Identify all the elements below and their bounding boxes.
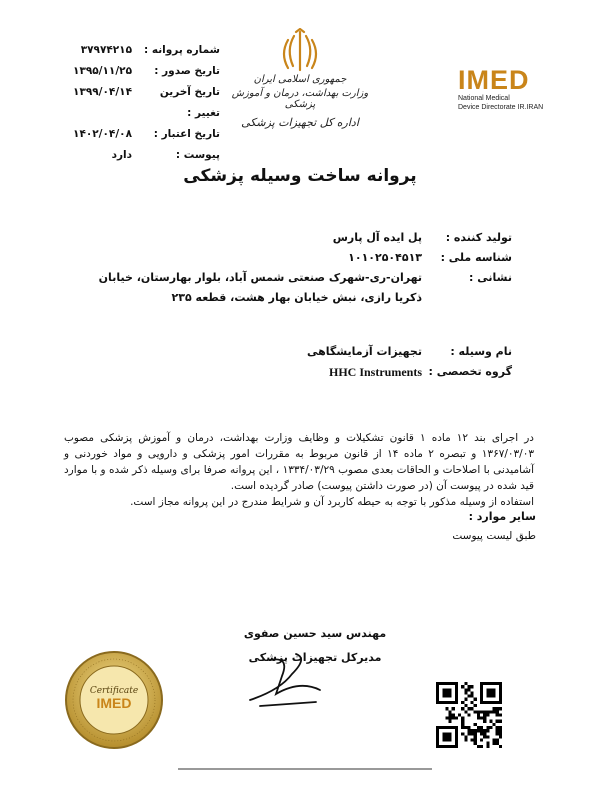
signer-role: مدیرکل تجهیزات پزشکی: [248, 651, 382, 664]
national-id-value: ۱۰۱۰۲۵۰۴۵۱۳: [348, 251, 422, 264]
signer-name: مهندس سید حسین صفوی: [243, 627, 387, 640]
meta-last-change: [20, 82, 220, 124]
field-device: [72, 342, 512, 362]
imed-logo-word: IMED: [458, 65, 530, 95]
group-value: HHC Instruments: [328, 365, 422, 379]
iran-emblem-icon: [278, 28, 322, 74]
meta-license-no: [20, 40, 220, 61]
license-meta: [20, 40, 220, 166]
qr-code-icon: [436, 682, 502, 748]
meta-issue-date: [20, 61, 220, 82]
other-items-label: سایر موارد :: [468, 510, 536, 523]
field-national-id: [72, 248, 512, 268]
field-address: [72, 268, 512, 308]
imed-logo-sub-2: Device Directorate IR.IRAN: [458, 104, 544, 111]
producer-value: پل ایده آل پارس: [332, 231, 422, 244]
attachment-value: دارد: [111, 149, 132, 161]
validity-value: ۱۴۰۲/۰۴/۰۸: [73, 128, 132, 140]
footer-divider: [178, 768, 432, 770]
issue-date-label: تاریخ صدور :: [154, 65, 220, 77]
group-label: گروه تخصصی :: [428, 365, 512, 378]
producer-label: تولید کننده :: [445, 231, 512, 244]
ministry-line-3: اداره کل تجهیزات پزشکی: [241, 116, 359, 129]
license-body: [64, 430, 534, 510]
device-label: نام وسیله :: [450, 345, 512, 358]
signature-icon: [230, 650, 340, 710]
imed-certificate-seal-icon: [64, 650, 164, 750]
imed-logo-sub-1: National Medical: [458, 95, 510, 102]
national-id-label: شناسه ملی :: [440, 251, 512, 264]
ministry-header: [230, 74, 370, 129]
address-value: تهران-ری-شهرک صنعتی شمس آباد، بلوار بهارستان، خیابان ذکریا رازی، نبش خیابان بهار هشت، قطعه ۲۳۵: [98, 271, 422, 304]
attachment-label: پیوست :: [175, 149, 220, 161]
last-change-value: ۱۳۹۹/۰۴/۱۴: [73, 86, 132, 98]
ministry-line-2: وزارت بهداشت، درمان و آموزش پزشکی: [231, 88, 369, 110]
body-line-2: استفاده از وسیله مذکور با توجه به حیطه کاربرد آن و شرایط مندرج در این پروانه مجاز است.: [130, 496, 534, 508]
meta-validity: [20, 124, 220, 145]
license-no-value: ۳۷۹۷۴۲۱۵: [80, 44, 132, 56]
imed-logo: [458, 66, 574, 112]
last-change-label: تاریخ آخرین تغییر :: [159, 86, 220, 119]
seal-imed-text: IMED: [96, 695, 132, 711]
body-paragraph: در اجرای بند ۱۲ ماده ۱ قانون تشکیلات و وظایف وزارت بهداشت، درمان و آموزش پزشکی مصوب ۱۳۶۷/۰۳/۰۳ و تبصره ۲ ماده ۱۴ از قانون مربوط به مقررات امور پزشکی و دارویی و مواد خوردنی و آشامیدنی با اصلاحات و الحاقات بعدی مصوب ۱۳۳۴/۰۳/۲۹ ، این پروانه صرفا برای وسیله ذکر شده و با موارد قید شده در پیوست آن (در صورت داشتن پیوست) صادر گردیده است.: [64, 432, 535, 492]
field-group: [72, 362, 512, 382]
issue-date-value: ۱۳۹۵/۱۱/۲۵: [73, 65, 132, 77]
field-producer: [72, 228, 512, 248]
license-fields: [72, 228, 512, 382]
address-label: نشانی :: [469, 271, 512, 284]
other-items-value: طبق لیست پیوست: [452, 530, 536, 542]
meta-attachment: [20, 145, 220, 166]
validity-label: تاریخ اعتبار :: [153, 128, 220, 140]
document-title: پروانه ساخت وسیله پزشکی: [183, 166, 417, 186]
seal-certificate-text: Certificate: [89, 686, 139, 696]
license-no-label: شماره پروانه :: [144, 44, 220, 56]
device-value: تجهیزات آزمایشگاهی: [307, 345, 422, 358]
ministry-line-1: جمهوری اسلامی ایران: [253, 74, 347, 85]
